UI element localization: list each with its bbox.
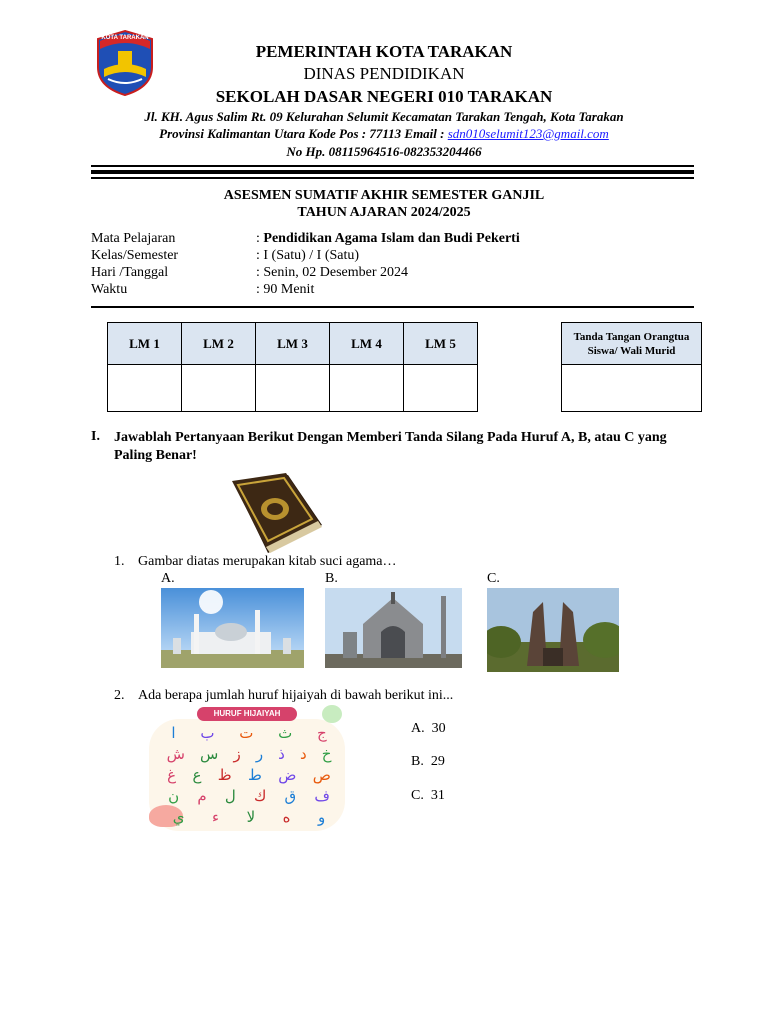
info-value: : 90 Menit [256,282,315,297]
score-header: LM 3 [256,323,330,365]
signature-cell[interactable] [562,365,702,412]
hijaiyah-letter: ز [233,745,241,763]
hijaiyah-letter: ك [253,787,267,805]
info-value: : Senin, 02 Desember 2024 [256,265,409,280]
hijaiyah-letter: ه [282,808,291,826]
hijaiyah-grid [159,723,339,827]
hijaiyah-letter: ا [171,724,176,742]
option-value: 29 [430,754,445,769]
hijaiyah-letter: ب [200,724,215,742]
dept-title: DINAS PENDIDIKAN [303,64,465,83]
option-letter: B. [411,754,424,769]
hijaiyah-letter: ل [224,787,236,805]
hijaiyah-letter: ج [316,724,327,742]
hijaiyah-row [159,723,339,743]
temple-image[interactable] [487,588,619,672]
hijaiyah-row [159,744,339,764]
hijaiyah-letter: غ [167,766,177,784]
exam-year: TAHUN AJARAN 2024/2025 [297,205,471,220]
section-instruction: Jawablah Pertanyaan Berikut Dengan Memberi Tanda Silang Pada Huruf A, B, atau C yang Paling Benar! [114,430,667,463]
school-title: SEKOLAH DASAR NEGERI 010 TARAKAN [215,87,553,106]
hijaiyah-row [159,807,339,827]
mosque-image[interactable] [161,588,304,668]
option-letter: A. [411,721,425,736]
q2-option-a[interactable] [411,721,446,737]
score-cell[interactable] [256,365,330,412]
question-text: Gambar diatas merupakan kitab suci agama… [138,554,397,569]
signature-table [561,322,702,412]
hijaiyah-letter: ش [166,745,185,763]
hijaiyah-poster [147,705,347,831]
address-line-1: Jl. KH. Agus Salim Rt. 09 Kelurahan Selumit Kecamatan Tarakan Tengah, Kota Tarakan [144,109,624,124]
address-prefix: Provinsi Kalimantan Utara Kode Pos : 77113 Email : [159,126,448,141]
question-text: Ada berapa jumlah huruf hijaiyah di bawah berikut ini... [138,688,454,703]
hijaiyah-letter: ض [278,766,297,784]
q2-option-b[interactable] [411,754,445,770]
quran-image [228,473,324,555]
poster-title: HURUF HIJAIYAH [197,707,297,721]
section-number: I. [91,429,100,444]
info-label: Mata Pelajaran [91,231,176,246]
hijaiyah-letter: ع [192,766,202,784]
question-number: 2. [114,688,125,703]
hijaiyah-letter: ص [312,766,331,784]
header-divider-3 [91,177,694,179]
option-b-label[interactable]: B. [325,571,338,586]
hijaiyah-letter: ذ [278,745,285,763]
hijaiyah-letter: م [197,787,207,805]
hijaiyah-letter: خ [321,745,332,763]
hijaiyah-letter: س [200,745,219,763]
hijaiyah-letter: ط [247,766,262,784]
hijaiyah-letter: و [318,808,326,826]
score-header: LM 5 [404,323,478,365]
score-header: LM 4 [330,323,404,365]
option-value: 31 [430,788,445,803]
hijaiyah-letter: لا [246,808,256,826]
info-value: : I (Satu) / I (Satu) [256,248,360,263]
hijaiyah-letter: د [299,745,307,763]
option-letter: C. [411,788,424,803]
score-cell[interactable] [404,365,478,412]
score-cell[interactable] [182,365,256,412]
info-divider [91,306,694,308]
score-header: LM 2 [182,323,256,365]
phone-line: No Hp. 08115964516-082353204466 [286,144,482,159]
hijaiyah-letter: ء [212,808,220,826]
hijaiyah-letter: ر [255,745,264,763]
hijaiyah-letter: ف [314,787,330,805]
gov-title: PEMERINTAH KOTA TARAKAN [255,42,513,61]
email-link[interactable]: sdn010selumit123@gmail.com [447,126,609,141]
score-table [107,322,478,412]
header-divider-1 [91,165,694,167]
hijaiyah-row [159,765,339,785]
info-label: Hari /Tanggal [91,265,169,280]
score-cell[interactable] [108,365,182,412]
hijaiyah-letter: ظ [217,766,232,784]
hijaiyah-letter: ي [172,808,185,826]
info-value: : Pendidikan Agama Islam dan Budi Pekerti [256,231,520,246]
option-a-label[interactable]: A. [161,571,175,586]
exam-title: ASESMEN SUMATIF AKHIR SEMESTER GANJIL [223,188,545,203]
score-cell[interactable] [330,365,404,412]
option-value: 30 [431,721,446,736]
q2-option-c[interactable] [411,788,445,804]
info-label: Waktu [91,282,128,297]
signature-header: Tanda Tangan Orangtua Siswa/ Wali Murid [562,323,702,365]
header-divider-2 [91,170,694,174]
option-c-label[interactable]: C. [487,571,500,586]
address-line-2 [0,126,768,142]
hijaiyah-letter: ق [284,787,297,805]
info-label: Kelas/Semester [91,248,179,263]
score-header: LM 1 [108,323,182,365]
logo-text: KOTA TARAKAN [101,35,149,41]
hijaiyah-letter: ث [278,724,293,742]
cartoon-character [322,705,342,723]
hijaiyah-letter: ن [168,787,180,805]
hijaiyah-letter: ت [239,724,254,742]
church-image[interactable] [325,588,462,668]
question-number: 1. [114,554,125,569]
hijaiyah-row [159,786,339,806]
